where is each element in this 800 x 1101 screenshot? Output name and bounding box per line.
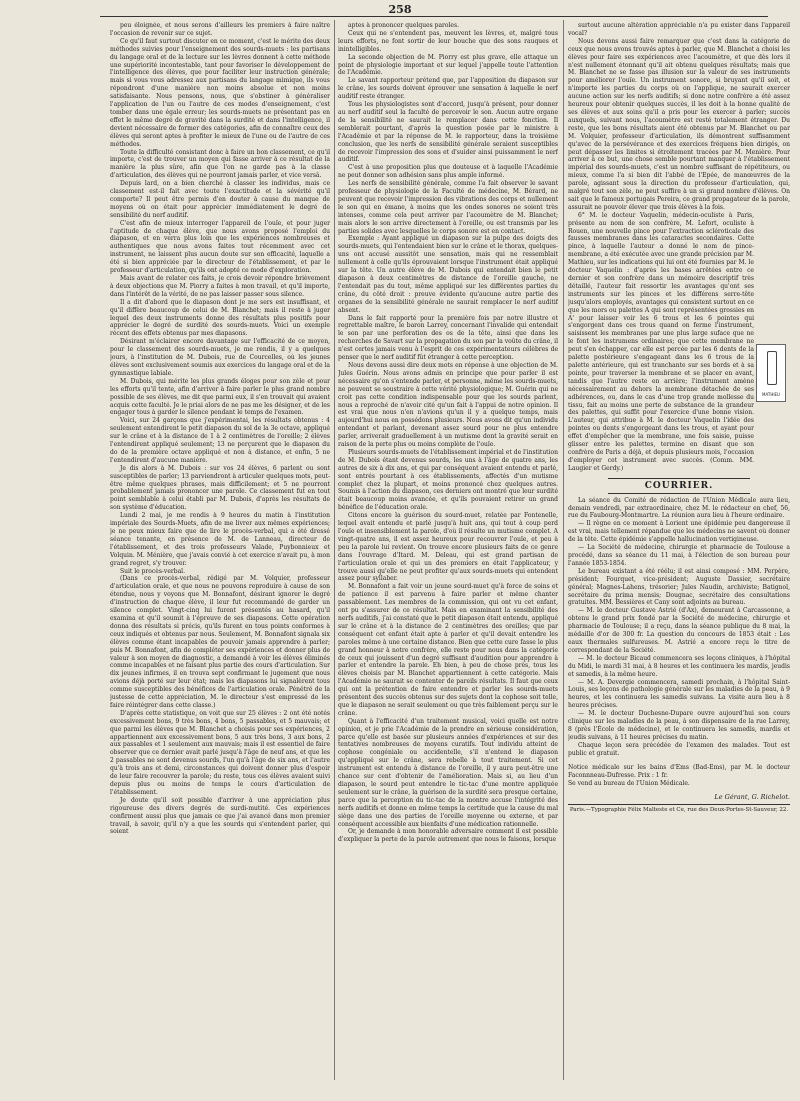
courrier-heading	[568, 478, 790, 494]
paragraph: — M. A. Devergie commencera, samedi prochain, à l'hôpital Saint-Louis, ses leçons de pathologie générale sur les maladies de la peau, à 9 heures, et les continuera les samedis suivans. La visite aura lieu à 8 heures précises.	[568, 678, 790, 710]
paragraph: peu éloignée, et nous serons d'ailleurs les premiers à faire naître l'occasion de revenir sur ce sujet.	[110, 22, 330, 37]
paragraph: La seconde objection de M. Piorry est plus grave, elle attaque un point de physiologie important et sur lequel j'appelle toute l'attention de l'Académie.	[338, 53, 558, 77]
notice-text: Notice médicale sur les bains d'Ems (Bad-Ems), par M. le docteur Faconnneau-Dufresse. Prix : 1 fr.	[568, 763, 790, 779]
paragraph: — M. le docteur Gustave Astrié (d'Ax), demeurant à Carcassonne, a obtenu le grand prix fondé par la Société de médecine, chirurgie et pharmacie de Toulouse; il a reçu, dans la séance publique du 8 mai, la médaille d'or de 300 fr. La question du concours de 1853 était : Les eaux thermales sulfureuses. M. Astrié a encore reçu le titre de correspondant de la Société.	[568, 607, 790, 654]
paragraph: — M. le docteur Bicaud commencera ses leçons cliniques, à l'hôpital du Midi, le mardi 31 mai, à 8 heures et les continuera les mardis, jeudis et samedis, à la même heure.	[568, 654, 790, 678]
paragraph: Je dis alors à M. Dubois : sur vos 24 élèves, 6 parlent ou sont susceptibles de parler; 13 parviendront à articuler quelques mots, peut-être même quelques phrases, mais difficilement; et 5 ne pourront probablement jamais prononcer une parole. Ce classement fut en tout point semblable à celui établi par M. Dubois, d'après les résultats de son système d'éducation.	[110, 464, 330, 512]
paragraph: surtout aucune altération appréciable n'a pu exister dans l'appareil vocal?	[568, 22, 790, 37]
paragraph: Lundi 2 mai, je me rendis à 9 heures du matin à l'institution impériale des Sourds-Muets, afin de me livrer aux mêmes expériences; je ne peux mieux faire que de lire le procès-verbal, qui a été dressé séance tenante, en présence de M. de Lanneau, directeur de l'établissement, et des trois professeurs Valade, Puybonnieux et Volquin. M. Ménière, que j'avais convié à cet exercice n'avait pu, à mon grand regret, s'y trouver.	[110, 512, 330, 567]
paragraph: Mais avant de relater ces faits, je crois devoir répondre brièvement à deux objections que M. Piorry a faites à mon travail, et qu'il importe, dans l'intérêt de la vérité, de ne pas laisser passer sous silence.	[110, 275, 330, 298]
paragraph: Je doute qu'il soit possible d'arriver à une appréciation plus rigoureuse des divers degrés de surdi-mutité. Ces expériences confirment aussi plus que jamais ce que j'ai avancé dans mon premier travail, à savoir, qu'il n'y a que les sourds qui s'entendent parler, qui soient	[110, 796, 330, 836]
paragraph: Quant à l'efficacité d'un traitement musical, voici quelle est notre opinion, et je prie l'Académie de la prendre en sérieuse considération, parce qu'elle est basée sur plusieurs années d'expériences et sur des tentatives nombreuses de moyens curatifs. Tout individu atteint de cophose congéniale ou accidentelle, s'il n'entend le diapason qu'appliqué sur le crâne, sera rebelle à tout traitement. Si cet instrument est entendu à distance de l'oreille, il y aura peut-être une chance sur cent d'obtenir de l'amélioration. Mais si, au lieu d'un diapason, le sourd peut entendre le tic-tac d'une montre appliquée seulement sur le crâne, la guérison de la surdité sera presque certaine, parce que la perception du tic-tac de la montre accuse l'intégrité des nerfs auditifs et donne en même temps la certitude que la cause du mal siège dans une des parties de l'oreille moyenne ou externe, et par conséquent accessible aux bienfaits d'une médication rationnelle.	[338, 717, 558, 828]
paragraph: Nous devons aussi dire deux mots en réponse à une objection de M. Jules Guérin. Nous avons admis en principe que pour parler il est nécessaire qu'on s'entende parler, et personne, même les sourds-muets, ne peuvent se soustraire à cette vérité physiologique; M. Guérin qui ne croit pas cette condition indispensable pour que les sourds parlent, nous a reproché de n'avoir cité qu'un fait à l'appui de notre opinion. Il est vrai que nous n'en n'avions qu'un il y a quelque temps, mais aujourd'hui nous en possédons plusieurs. Nous avons dit qu'un individu entendant et parlant, devenant assez sourd pour ne plus entendre parler, arriverait graduellement à un mutisme dont la gravité serait en raison de la perte plus ou moins complète de l'ouïe.	[338, 361, 558, 449]
paragraph: Voici, sur 24 garçons que j'expérimentai, les résultats obtenus : 4 seulement entendirent le petit diapason du sol de la 3e octave, appliqué sur le crâne et à la distance de 1 à 2 centimètres de l'oreille; 2 élèves l'entendirent appliqué seulement; 13 ne perçurent que le diapason du do de la première octave appliqué et non à distance, et enfin, 5 ne l'entendirent d'aucune manière.	[110, 417, 330, 464]
paragraph: (Dans ce procès-verbal, rédigé par M. Volquier, professeur d'articulation orale, et que nous ne pouvons reproduire à cause de son étendue, nous y voyons que M. Bonnafont, désirant ignorer le degré d'instruction de chaque élève, il leur fut recommandé de garder un silence complet. Vingt-cinq lui furent présentés au hasard, qu'il examina et qu'il soumit à l'épreuve de ses diapasons. Cette opération donna des résultats si précis, qu'ils furent en tous points conformes à ceux indiqués et obtenus par nous. Seulement, M. Bonnafont signala six élèves comme étant incapables de pouvoir jamais apprendre à parler; puis M. Bonnafont, afin de compléter ses expériences et donner plus de valeur à son moyen de diagnostic, a demandé à voir les élèves éliminés comme incapables et ne faisant plus partie des cours d'articulation. Sur dix jeunes infirmes, il en trouva sept confirmant le jugement que nous avions déjà porté sur leur état; mais les diapasons lui signalèrent tous comme susceptibles des bénéfices de l'articulation orale. Pénétré de la justesse de cette appréciation, M. le directeur s'est empressé de les faire réintégrer dans cette classe.)	[110, 575, 330, 709]
paragraph: 6° M. le docteur Vaquelin, médecin-oculiste à Paris, présente au nom de son confrère, M. Lefort, oculiste à Rouen, une nouvelle pince pour l'extraction scléroticale des fausses membranes dans les cataractes secondaires. Cette pince, à laquelle l'auteur a donné le nom de pince-membrane, a été exécutée avec une grande précision par M. Mathieu, sur les indications qui lui ont été fournies par M. le docteur Vaquelin : d'après les bases arrêtées entre ce dernier et son confrère dans un mémoire descriptif très détaillé, l'auteur fait ressortir les avantages qu'ont ses instruments sur les pinces et les différens serre-tête jusqu'alors employés, avantages qui consistent surtout en ce que les mors ou palettes A qui sont représentées grossies en A' pour laisser voir les 6 trous et les 6 pointes qui s'engorgent dans ces trous quand on ferme l'instrument, saisissent les membranes par une plus large suface que ne le font les instrumens ordinaires; que cette membrane ne peut s'en échapper, car elle est percée par les 6 dents de la palette postérieure s'engageant dans les 6 trous de la palette antérieure, qui est tranchante sur ses bords et à sa pointe, pour traverser la membrane et se placer en avant, tandis que l'autre reste en arrière; l'instrument amène nécessairement au dehors la membrane détachée de ses adhérences, ou, dans le cas d'une trop grande mollesse du tissu, fait au moins une perte de substance de la grandeur des palettes, qui suffit pour l'exercice d'une bonne vision. L'auteur, qui attribue à M. le docteur Vaquelin l'idée des pointes ou dents s'engorgeant dans les trous, et ayant pour effet d'empêcher que la membrane, une fois saisie, puisse glisser entre les palettes, termine en disant que son confrère de Paris a déjà, et depuis plusieurs mois, l'occasion d'employer cet instrument avec succès. (Comm. MM. Laugier et Gerdy.)	[568, 211, 754, 472]
courrier-title: COURRIER.	[644, 480, 714, 491]
paragraph: Ceux qui ne s'entendent pas, meuvent les lèvres, et, malgré tous leurs efforts, ne font sortir de leur bouche que des sons rauques et inintelligibles.	[338, 29, 558, 53]
column-3	[568, 22, 790, 1066]
paragraph: C'est à une proposition plus que douteuse et à laquelle l'Académie ne peut donner son adhésion sans plus ample informé.	[338, 164, 558, 180]
paragraph: Il a dit d'abord que le diapason dont je me sers est insuffisant, et qu'il diffère beaucoup de celui de M. Blanchet; mais il reste à juger lequel des deux instruments donne des résultats plus positifs pour apprécier le degré de surdité des sourds-muets. Voici un exemple récent des effets obtenus par mes diapasons.	[110, 298, 330, 338]
printer-line: Paris.—Typographie Félix Malteste et Ce, rue des Deux-Portes-St-Sauveur, 22.	[568, 804, 790, 815]
paragraph: Ce qu'il faut surtout discuter en ce moment, c'est le mérite des deux méthodes suivies pour l'enseignement des sourds-muets : les partisans du langage oral et de la lecture sur les lèvres donnent à cette méthode une supériorité incontestable, tant pour favoriser le développement de l'intelligence des élèves, que pour faciliter leur instruction générale; mais si vous vous adressez aux partisans du langage mimique, ils vous répondront d'une manière non moins absolue et non moins satisfaisante. Nous pensons, nous, que s'obstiner à généraliser l'application de l'un ou l'autre de ces modes d'enseignement, c'est tomber dans une égale erreur; les sourds-muets ne présentant pas en effet le même degré de gravité dans la surdité et dans l'intelligence, il devient nécessaire de former des catégories, afin de connaître ceux des élèves qui seront aptes à profiter le mieux de l'une ou de l'autre de ces méthodes.	[110, 37, 330, 148]
paragraph: Chaque leçon sera précédée de l'examen des malades. Tout est public et gratuit.	[568, 741, 790, 757]
page-number: 258	[388, 3, 412, 16]
figure-label: MATHIEU	[762, 392, 780, 397]
vaquelin-section	[568, 212, 754, 473]
notice	[568, 764, 790, 788]
paragraph: Or, je demande à mon honorable adversaire comment il est possible d'expliquer la perte de la parole autrement que nous le faisons, lorsque	[338, 828, 558, 844]
paragraph: Suit le procès-verbal.	[120, 567, 185, 575]
paragraph: Exemple : Ayant appliqué un diapason sur la pulpe des doigts des sourds-muets, qui l'entendaient bien sur le crâne et le thorax, quelques-uns ont accusé aussitôt une sensation, mais qui ne ressemblait nullement à celle qu'ils éprouvaient lorsque l'instrument était appliqué sur la tête. Un autre élève de M. Dubois qui entendait bien le petit diapason à deux centimètres de distance de l'oreille gauche, ne l'entendait pas du tout, même appliqué sur les différentes parties du crâne, du côté droit : preuve évidente qu'aucune autre partie des organes de la sensibilité générale ne saurait remplacer le nerf auditif absent.	[338, 235, 558, 314]
paragraph: — La Société de médecine, chirurgie et pharmacie de Toulouse a procédé, dans sa séance du 11 mai, à l'élection de son bureau pour l'année 1853-1854.	[568, 544, 790, 567]
signature: Le Gérant, G. Richelot.	[714, 792, 790, 801]
paragraph: Les nerfs de sensibilité générale, comme l'a fait observer le savant professeur de physiologie de la Faculté de médecine, M. Bérard, ne peuvent que recevoir l'impression des vibrations des corps et nullement le son qui en émane, à moins que les ondes sonores ne soient très intenses, comme cela peut arriver par l'acoumètre de M. Blanchet; mais alors le son arrive directement à l'oreille, ou est transmis par les parties solides avec lesquelles le corps sonore est en contact.	[338, 180, 558, 235]
paragraph: M. Dubois, qui mérite les plus grands éloges pour son zèle et pour les efforts qu'il tente, afin d'arriver à faire parler le plus grand nombre possible de ses élèves, me dit que parmi eux, il s'en trouvait qui avaient acquis cette faculté. Je le priai alors de ne pas me les désigner, et de les engager tous à garder le silence pendant le temps de l'examen.	[110, 377, 330, 417]
paragraph: Désirant m'éclairer encore davantage sur l'efficacité de ce moyen, pour le classement des sourds-muets, je me rendis, il y a quelques jours, à l'institution de M. Dubois, rue de Courcelles, où les jeunes élèves sont exclusivement soumis aux exercices du langage oral et de la gymnastique labiale.	[110, 338, 330, 377]
column-2	[338, 22, 558, 1066]
paragraph: Dans le fait rapporté pour la première fois par notre illustre et regrettable maître, le baron Larrey, concernant l'invalide qui entendait le son par une perforation des os de la tête, ainsi que dans les recherches de Savart sur la propagation du son par la voûte du crâne, il n'est certes jamais venu à l'esprit de ces expérimentateurs célèbres de penser que le nerf auditif fût étranger à cette perception.	[338, 314, 558, 362]
paragraph: D'après cette statistique, on voit que sur 25 élèves : 2 ont été notés excessivement bons, 9 très bons, 4 bons, 5 passables, et 5 mauvais; et que parmi les élèves que M. Blanchet a choisis pour ses expériences, 2 appartiennent aux excessivement bons, 5 aux très bons, 3 aux bons, 2 aux passables et 1 seulement aux mauvais; mais il est essentiel de faire observer que ce dernier avait parlé jusqu'à l'âge de neuf ans, et que les 2 passables ne sont devenus sourds, l'un qu'à l'âge de six ans, et l'autre qu'à trois ans et demi, circonstances qui doivent donner plus d'espoir de leur faire recouvrer la parole; du reste, tous ces élèves avaient suivi depuis plus ou moins de temps le cours d'articulation de l'établissement.	[110, 709, 330, 796]
paragraph: Citons encore la guérison du sourd-muet, relatée par Fontenelle, lequel avait entendu et parlé jusqu'à huit ans, qui tout à coup perd l'ouïe et insensiblement la parole, d'où il résulte un mutisme complet. A vingt-quatre ans, il est assez heureux pour recouvrer l'ouïe, et peu à peu la parole lui revient. On trouve encore plusieurs faits de ce genre dans l'ouvrage d'Itard. M. Deleau, qui est grand partisan de l'articulation orale et qui un des premiers en était l'applicateur, y trouve aussi qu'elle ne peut profiter qu'aux sourds-muets qui entendent assez pour syllaber.	[338, 512, 558, 583]
paragraph: Nous devons aussi faire remarquer que c'est dans la catégorie de ceux que nous avons trouvés aptes à parler, que M. Blanchet a choisi les élèves pour faire ses expériences avec l'acoumètre, et que dès lors il n'est nullement étonnant qu'il ait obtenu quelques résultats; mais que M. Blanchet ne se fasse pas illusion sur la valeur de ses instruments pour améliorer l'ouïe. Un instrument sonore, si bruyant qu'il soit, et n'importe les parties du corps où on l'applique, ne saurait exercer aucune action sur les nerfs auditifs; si donc notre confrère a été assez heureux pour obtenir quelques succès, il les doit à la bonne qualité de ses élèves et aux soins qu'il a pris pour les exercer à parler; succès auxquels, suivant nous, l'acoumètre est resté totalement étranger. Du reste, que les bons résultats aient été obtenus par M. Blanchet ou par M. Volquier, professeur d'articulation, ils démontrent suffisamment qu'avec de la persévérance et des exercices fréquens bien dirigés, on peut dépasser les limites si étroitement tracées par M. Menière. Pour arriver à ce but, une chose semble pourtant manquer à l'établissement impérial des sourds-muets, c'est un nombre suffisant de répétiteurs, ou mieux, comme l'a si bien dit l'abbé de l'Epée, de manœuvres de la parole, agissant sous la direction du professeur d'articulation, qui, malgré tout son zèle, ne peut suffire à un si grand nombre d'élèves. On sait que le fameux portugais Pereira, ce grand propagateur de la parole, assurait ne pouvoir élever que trois élèves à la fois.	[568, 37, 790, 211]
paragraph: C'est afin de mieux interroger l'appareil de l'ouïe, et pour juger l'aptitude de chaque élève, que nous avons proposé l'emploi du diapason, et en verra plus loin que les expériences nombreuses et authentiques que nous avons faites tout récemment avec cet instrument, ne laissent plus aucun doute sur son efficacité, laquelle a été si bien appréciée par le directeur de l'établissement, et par le professeur d'articulation, qu'ils ont adopté ce mode d'exploration.	[110, 219, 330, 275]
column-1	[110, 22, 330, 1066]
paragraph: Le savant rapporteur prétend que, par l'apposition du diapason sur le crâne, les sourds doivent éprouver une sensation à laquelle le nerf auditif reste étranger.	[338, 77, 558, 101]
paragraph: aptes à prononcer quelques paroles.	[348, 22, 459, 29]
column-divider	[334, 20, 335, 1080]
column-divider	[563, 20, 564, 1080]
heading-rule	[608, 493, 750, 494]
paragraph: Le bureau existant a été réélu; il est ainsi composé : MM. Perpère, président; Fourquet, vice-président; Auguste Dassier, secrétaire général; Magnes-Lahens, trésorier; Jules Naudin, archiviste; Batignol, secrétaire du prima mensis; Dougnac, secrétaire des consultations gratuites. MM. Bessières et Cany sont adjoints au bureau.	[568, 567, 790, 607]
top-rule	[100, 16, 768, 17]
paragraph: Plusieurs sourds-muets de l'établissement impérial et de l'institution de M. Dubois étant devenus sourds, les uns à l'âge de quatre ans, les autres de six à dix ans, et qui par conséquent avaient entendu et parlé, sont entrés pourtant à ces établissements, affectés d'un mutisme complet chez la plupart, et moins prononcé chez quelques autres. Soumis à l'action du diapason, ces derniers ont montré que leur surdité était beaucoup moins avancée, et qu'ils pouvaient retirer un grand bénéfice de l'éducation orale.	[338, 448, 558, 512]
paragraph: Depuis lard, on a bien cherché à classer les individus, mais ce classement est-il fait avec toute l'exactitude et la sévérité qu'il comporte? Il peut être permis d'en douter à cause du manque de moyens où on était pour apprécier immédiatement le degré de sensibilité du nerf auditif.	[110, 180, 330, 219]
paragraph: M. Bonnafont a fait voir un jeune sourd-muet qu'à force de soins et de patience il est parvenu à faire parler et même chanter passablement. Les membres de la commission, qui ont vu cet enfant, ont pu s'assurer de ce résultat. Mais en examinant la sensibilité des nerfs auditifs, j'ai constaté que le petit diapason était entendu, appliqué sur le crâne et à la distance de 2 centimètres des oreilles; que par conséquent cet enfant était apte à parler et qu'il devait entendre les paroles même à une certaine distance. Bien que cette cure fasse le plus grand honneur à notre confrère, elle reste pour nous dans la catégorie de ceux qui jouissent d'un degré suffisant d'audition pour apprendre à parler et entendre la parole. Eh bien, à peu de chose près, tous les élèves choisis par M. Blanchet appartiennent à cette catégorie. Mais l'Académie ne saurait se contenter de pareils résultats. Il faut que ceux qui ont la prétention de faire entendre et parler les sourds-muets présentent des succès obtenus sur des sujets dont la cophose soit telle, que le diapason ne serait seulement ou que très faiblement perçu sur le crâne.	[338, 583, 558, 717]
paragraph: Tous les physiologistes sont d'accord, jusqu'à présent, pour donner au nerf auditif seul la faculté de percevoir le son. Aucun autre organe de la sensibilité ne saurait le remplacer dans cette fonction. Il semblerait pourtant, d'après la question posée par le ministre à l'Académie et par la réponse de M. le rapporteur, dans la troisième conclusion, que les nerfs de sensibilité générale seraient susceptibles de recevoir l'impression des sons et d'suider ainsi puissamment le nerf auditif.	[338, 101, 558, 164]
heading-rule	[608, 478, 750, 479]
paragraph: — Il règne en ce moment à Lorient une épidémie peu dangereuse il est vrai, mais tellement répandue que les médecins ne savent où donner de la tête. Cette épidémie s'appelle hallucination vertigineuse.	[568, 520, 790, 544]
notice-note: Se vend au bureau de l'Union Médicale.	[568, 779, 690, 787]
paragraph: Toute la difficulté consistant donc à faire un bon classement, ce qu'il importe, c'est de trouver un moyen qui fasse arriver à ce résultat de la manière la plus sûre, afin que l'on ne garde pas à la classe d'articulation, des élèves qui ne pourront jamais parler, et vice versâ.	[110, 148, 330, 180]
paragraph: La séance du Comité de rédaction de l'Union Médicale aura lieu, demain vendredi, par extraordinaire, chez M. le rédacteur en chef, 56, rue du Faubourg-Montmartre. La réunion aura lieu à l'heure ordinaire.	[568, 496, 790, 520]
forceps-illustration	[767, 351, 777, 385]
instrument-figure	[756, 344, 786, 402]
paragraph: — M. le docteur Duchesne-Dupare ouvre aujourd'hui son cours clinique sur les maladies de la peau, à son dispensaire de la rue Larrey, 8 (près l'École de médecine), et le continuera les samedis, mardis et jeudis suivans, à 11 heures précises du matin.	[568, 710, 790, 741]
